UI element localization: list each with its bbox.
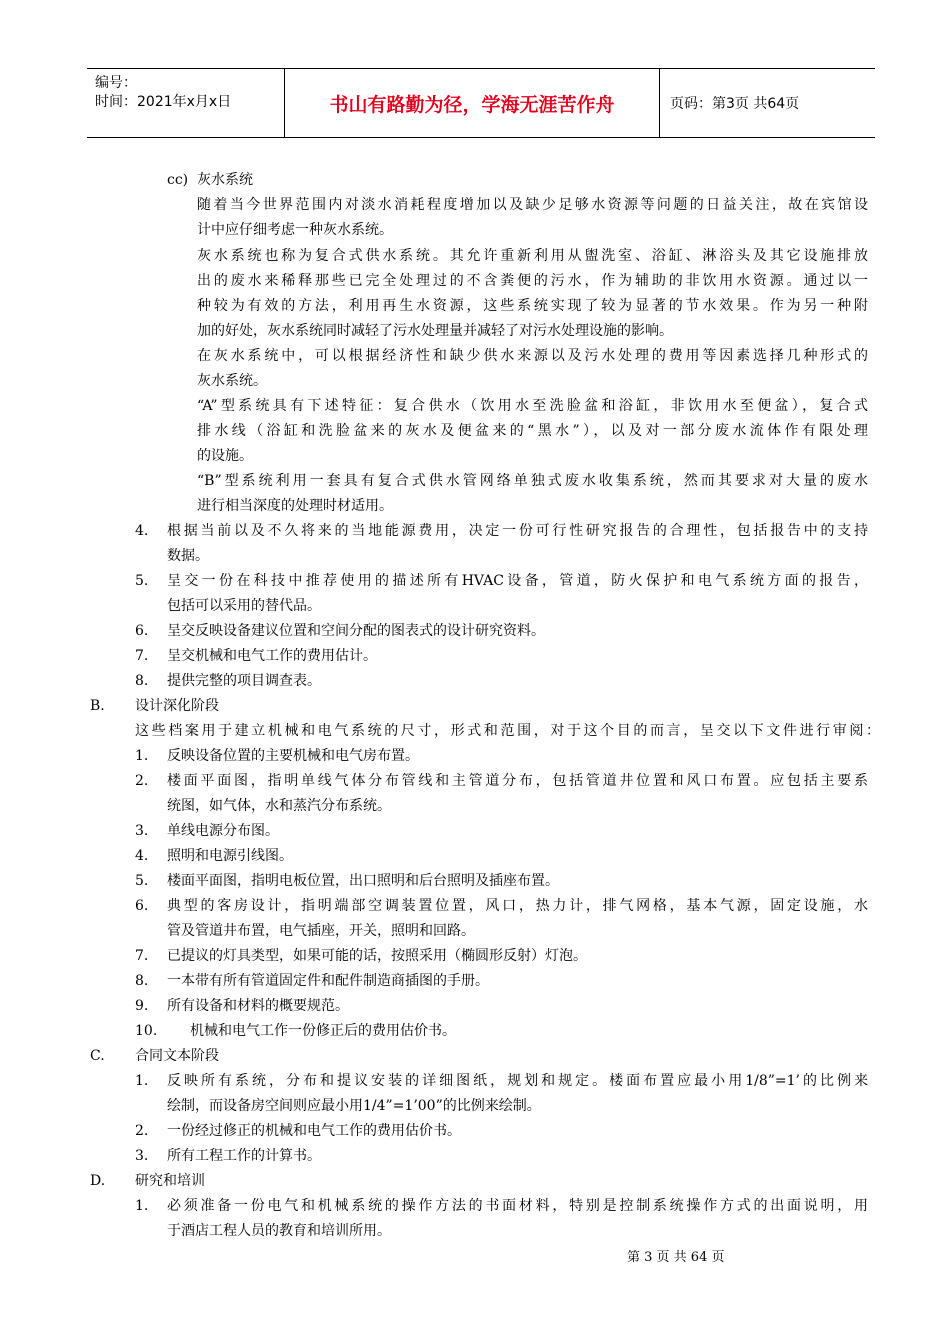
b9-l1-text: 所有设备和材料的概要规范。 bbox=[167, 998, 349, 1014]
a8-l1-text: 提供完整的项目调查表。 bbox=[167, 673, 321, 689]
b10-l1-text: 机械和电气工作一份修正后的费用估价书。 bbox=[190, 1023, 456, 1039]
c3-num-text: 3. bbox=[135, 1148, 149, 1164]
d1-l1-text: 必须准备一份电气和机械系统的操作方法的书面材料，特别是控制系统操作方式的出面说明，用 bbox=[167, 1198, 868, 1214]
b8-l1-text: 一本带有所有管道固定件和配件制造商插图的手册。 bbox=[167, 973, 489, 989]
b1-l1-text: 反映设备位置的主要机械和电气房布置。 bbox=[167, 748, 419, 764]
B-intro-text: 这些档案用于建立机械和电气系统的尺寸，形式和范围，对于这个目的而言，呈交以下文件进行审阅： bbox=[135, 723, 880, 739]
a4-l1-text: 根据当前以及不久将来的当地能源费用，决定一份可行性研究报告的合理性，包括报告中的支持 bbox=[167, 523, 868, 539]
B-num-text: B. bbox=[90, 698, 105, 714]
header-meta-cell bbox=[87, 69, 285, 137]
p4-l1-text: “A”型系统具有下述特征：复合供水（饮用水至洗脸盆和浴缸，非饮用水至便盆），复合式 bbox=[197, 398, 868, 414]
b4-num-text: 4. bbox=[135, 848, 149, 864]
b1-num-text: 1. bbox=[135, 748, 149, 764]
b5-l1-text: 楼面平面图，指明电板位置，出口照明和后台照明及插座布置。 bbox=[167, 873, 559, 889]
a5-l1-text: 呈交一份在科技中推荐使用的描述所有HVAC设备，管道，防火保护和电气系统方面的报告， bbox=[167, 573, 868, 589]
p2-l4-text: 加的好处，灰水系统同时减轻了污水处理量并减轻了对污水处理设施的影响。 bbox=[197, 323, 673, 339]
c2-num-text: 2. bbox=[135, 1123, 149, 1139]
b5-num-text: 5. bbox=[135, 873, 149, 889]
D-title-text: 研究和培训 bbox=[135, 1173, 205, 1189]
p3-l1-text: 在灰水系统中，可以根据经济性和缺少供水来源以及污水处理的费用等因素选择几种形式的 bbox=[197, 348, 868, 364]
c1-num-text: 1. bbox=[135, 1073, 149, 1089]
p5-l1-text: “B”型系统利用一套具有复合式供水管网络单独式废水收集系统，然而其要求对大量的废水 bbox=[197, 473, 868, 489]
b2-l2-text: 统图，如气体，水和蒸汽分布系统。 bbox=[167, 798, 391, 814]
b10-num-text: 10. bbox=[135, 1023, 158, 1039]
p1-l1-text: 随着当今世界范围内对淡水消耗程度增加以及缺少足够水资源等问题的日益关注，故在宾馆设 bbox=[197, 197, 868, 213]
a6-num-text: 6. bbox=[135, 623, 149, 639]
header-motto: 书山有路勤为径，学海无涯苦作舟 bbox=[285, 69, 660, 137]
p2-l3-text: 种较为有效的方法，利用再生水资源，这些系统实现了较为显著的节水效果。作为另一种附 bbox=[197, 298, 868, 314]
b6-num-text: 6. bbox=[135, 898, 149, 914]
a6-l1-text: 呈交反映设备建议位置和空间分配的图表式的设计研究资料。 bbox=[167, 623, 545, 639]
p2-l1-text: 灰水系统也称为复合式供水系统。其允许重新利用从盥洗室、浴缸、淋浴头及其它设施排放 bbox=[197, 248, 868, 264]
b7-l1-text: 已提议的灯具类型，如果可能的话，按照采用（椭圆形反射）灯泡。 bbox=[167, 948, 587, 964]
page-header bbox=[87, 68, 875, 138]
p4-l2-text: 排水线（浴缸和洗脸盆来的灰水及便盆来的“黑水”），以及对一部分废水流体作有限处理 bbox=[197, 423, 868, 439]
cc-title-text: 灰水系统 bbox=[197, 172, 253, 188]
b3-num-text: 3. bbox=[135, 823, 149, 839]
B-title-text: 设计深化阶段 bbox=[135, 698, 219, 714]
header-page-info: 页码：第3页 共64页 bbox=[670, 96, 800, 112]
a5-l2-text: 包括可以采用的替代品。 bbox=[167, 598, 321, 614]
doc-time-label: 时间：2021年x月x日 bbox=[95, 94, 232, 110]
a4-num-text: 4. bbox=[135, 523, 149, 539]
b6-l1-text: 典型的客房设计，指明端部空调装置位置，风口，热力计，排气网格，基本气源，固定设施，水 bbox=[167, 898, 868, 914]
b3-l1-text: 单线电源分布图。 bbox=[167, 823, 279, 839]
C-num-text: C. bbox=[90, 1048, 105, 1064]
p5-l2-text: 进行相当深度的处理时材适用。 bbox=[197, 498, 393, 514]
c2-l1-text: 一份经过修正的机械和电气工作的费用估价书。 bbox=[167, 1123, 461, 1139]
d1-num-text: 1. bbox=[135, 1198, 149, 1214]
b2-l1-text: 楼面平面图，指明单线气体分布管线和主管道分布，包括管道井位置和风口布置。应包括主要系 bbox=[167, 773, 868, 789]
C-title-text: 合同文本阶段 bbox=[135, 1048, 219, 1064]
a7-l1-text: 呈交机械和电气工作的费用估计。 bbox=[167, 648, 377, 664]
b6-l2-text: 管及管道井布置，电气插座，开关，照明和回路。 bbox=[167, 923, 475, 939]
b4-l1-text: 照明和电源引线图。 bbox=[167, 848, 293, 864]
cc-marker-text: cc) bbox=[167, 172, 189, 188]
d1-l2-text: 于酒店工程人员的教育和培训所用。 bbox=[167, 1223, 391, 1239]
p1-l2-text: 计中应仔细考虑一种灰水系统。 bbox=[197, 222, 393, 238]
c1-l1-text: 反映所有系统，分布和提议安装的详细图纸，规划和规定。楼面布置应最小用1/8”=1’的比例来 bbox=[167, 1073, 868, 1089]
b7-num-text: 7. bbox=[135, 948, 149, 964]
doc-number-label: 编号： bbox=[95, 75, 137, 91]
a8-num-text: 8. bbox=[135, 673, 149, 689]
a7-num-text: 7. bbox=[135, 648, 149, 664]
a4-l2-text: 数据。 bbox=[167, 548, 209, 564]
p4-l3-text: 的设施。 bbox=[197, 448, 253, 464]
p3-l2-text: 灰水系统。 bbox=[197, 373, 267, 389]
page-footer: 第 3 页 共 64 页 bbox=[627, 1250, 725, 1265]
p2-l2-text: 出的废水来稀释那些已完全处理过的不含粪便的污水，作为辅助的非饮用水资源。通过以一 bbox=[197, 273, 868, 289]
a5-num-text: 5. bbox=[135, 573, 149, 589]
b2-num-text: 2. bbox=[135, 773, 149, 789]
D-num-text: D. bbox=[90, 1173, 106, 1189]
b9-num-text: 9. bbox=[135, 998, 149, 1014]
b8-num-text: 8. bbox=[135, 973, 149, 989]
c1-l2-text: 绘制，而设备房空间则应最小用1/4”=1’00”的比例来绘制。 bbox=[167, 1098, 541, 1114]
c3-l1-text: 所有工程工作的计算书。 bbox=[167, 1148, 321, 1164]
